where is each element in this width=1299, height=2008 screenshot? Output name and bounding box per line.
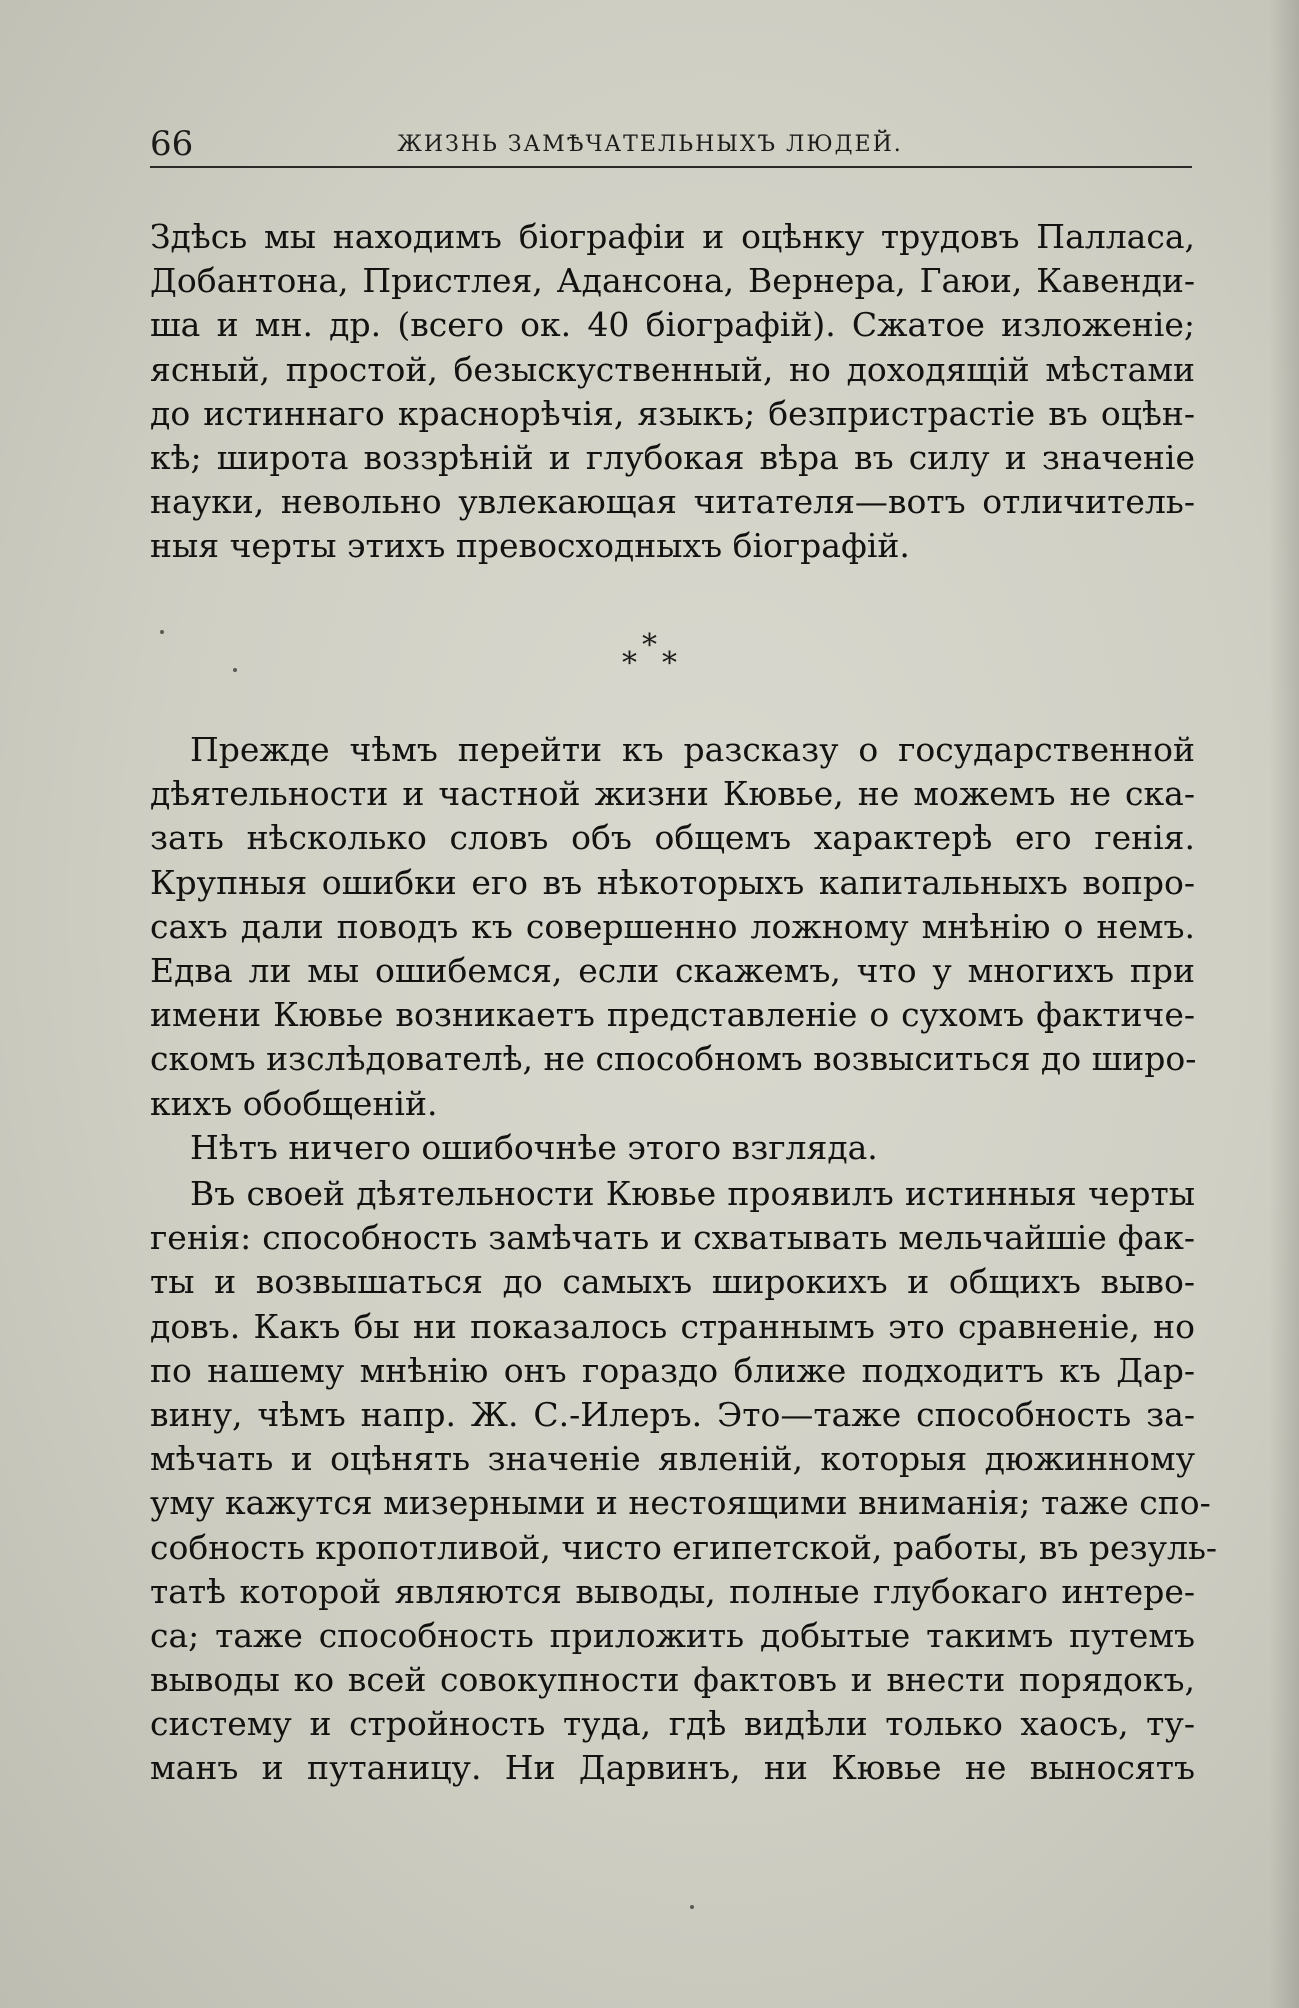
text-line: татѣ которой являются выводы, полные глубокаго интере- [150, 1571, 1195, 1611]
text-line: Едва ли мы ошибемся, если скажемъ, что у многихъ при [150, 950, 1195, 990]
text-line: имени Кювье возникаетъ представленіе о сухомъ фактиче- [150, 995, 1195, 1035]
text-line: ныя черты этихъ превосходныхъ біографій. [150, 526, 910, 566]
paragraph-no-error [150, 1126, 1195, 1170]
paper-speck [690, 1905, 694, 1909]
text-line: Здѣсь мы находимъ біографіи и оцѣнку трудовъ Палласа, [150, 217, 1195, 256]
text-line: ты и возвышаться до самыхъ широкихъ и общихъ выво- [150, 1262, 1195, 1302]
text-line: науки, невольно увлекающая читателя—вотъ отличитель- [150, 482, 1195, 522]
text-line: Въ своей дѣятельности Кювье проявилъ истинныя черты [190, 1174, 1195, 1213]
text-line: Нѣтъ ничего ошибочнѣе этого взгляда. [190, 1128, 878, 1167]
text-line: Крупныя ошибки его въ нѣкоторыхъ капитальныхъ вопро- [150, 862, 1195, 902]
paragraph-biographies [150, 215, 1195, 569]
text-line: зать нѣсколько словъ объ общемъ характерѣ его генія. [150, 818, 1195, 858]
text-line: по нашему мнѣнію онъ гораздо ближе подходитъ къ Дар- [150, 1350, 1195, 1390]
text-line: кѣ; широта воззрѣній и глубокая вѣра въ силу и значеніе [150, 437, 1195, 477]
paper-speck [233, 668, 237, 672]
text-line: собность кропотливой, чисто египетской, работы, въ резуль- [150, 1527, 1218, 1567]
text-line: довъ. Какъ бы ни показалось страннымъ это сравненіе, но [150, 1306, 1195, 1346]
text-line: сахъ дали поводъ къ совершенно ложному мнѣнію о немъ. [150, 906, 1195, 946]
page-header [150, 118, 1190, 166]
text-line: уму кажутся мизерными и нестоящими вниманія; таже спо- [150, 1483, 1211, 1523]
paper-speck [160, 630, 164, 634]
separator-star-left: * [622, 646, 637, 681]
text-line: до истиннаго краснорѣчія, языкъ; безпристрастіе въ оцѣн- [150, 393, 1195, 433]
separator-star-right: * [662, 646, 677, 681]
page-edge-shadow [1269, 0, 1299, 2008]
text-line: вину, чѣмъ напр. Ж. С.-Илеръ. Это—таже способность за- [150, 1394, 1195, 1434]
text-line: ша и мн. др. (всего ок. 40 біографій). Сжатое изложеніе; [150, 305, 1195, 345]
text-line: Прежде чѣмъ перейти къ разсказу о государственной [190, 730, 1195, 769]
section-separator [600, 628, 700, 688]
paragraph-character-of-genius [150, 728, 1195, 1126]
text-line: кихъ обобщеній. [150, 1083, 438, 1123]
text-line: ясный, простой, безыскуственный, но доходящій мѣстами [150, 349, 1195, 389]
paragraph-traits-of-genius [150, 1172, 1218, 1791]
text-line: систему и стройность туда, гдѣ видѣли только хаосъ, ту- [150, 1704, 1195, 1744]
text-line: выводы ко всей совокупности фактовъ и внести порядокъ, [150, 1660, 1195, 1700]
header-rule [150, 166, 1192, 168]
text-line: мѣчать и оцѣнять значеніе явленій, которыя дюжинному [150, 1439, 1195, 1479]
running-title: ЖИЗНЬ ЗАМѢЧАТЕЛЬНЫХЪ ЛЮДЕЙ. [397, 132, 903, 157]
page-number: 66 [150, 124, 194, 164]
separator-star-top: * [642, 628, 657, 663]
text-line: генія: способность замѣчать и схватывать мельчайшіе фак- [150, 1218, 1195, 1258]
text-line: са; таже способность приложить добытые такимъ путемъ [150, 1615, 1195, 1655]
text-line: Добантона, Пристлея, Адансона, Вернера, Гаюи, Кавенди- [150, 261, 1195, 301]
text-line: дѣятельности и частной жизни Кювье, не можемъ не ска- [150, 774, 1195, 814]
text-line: скомъ изслѣдователѣ, не способномъ возвыситься до широ- [150, 1039, 1197, 1079]
text-line: манъ и путаницу. Ни Дарвинъ, ни Кювье не выносятъ [150, 1748, 1195, 1788]
